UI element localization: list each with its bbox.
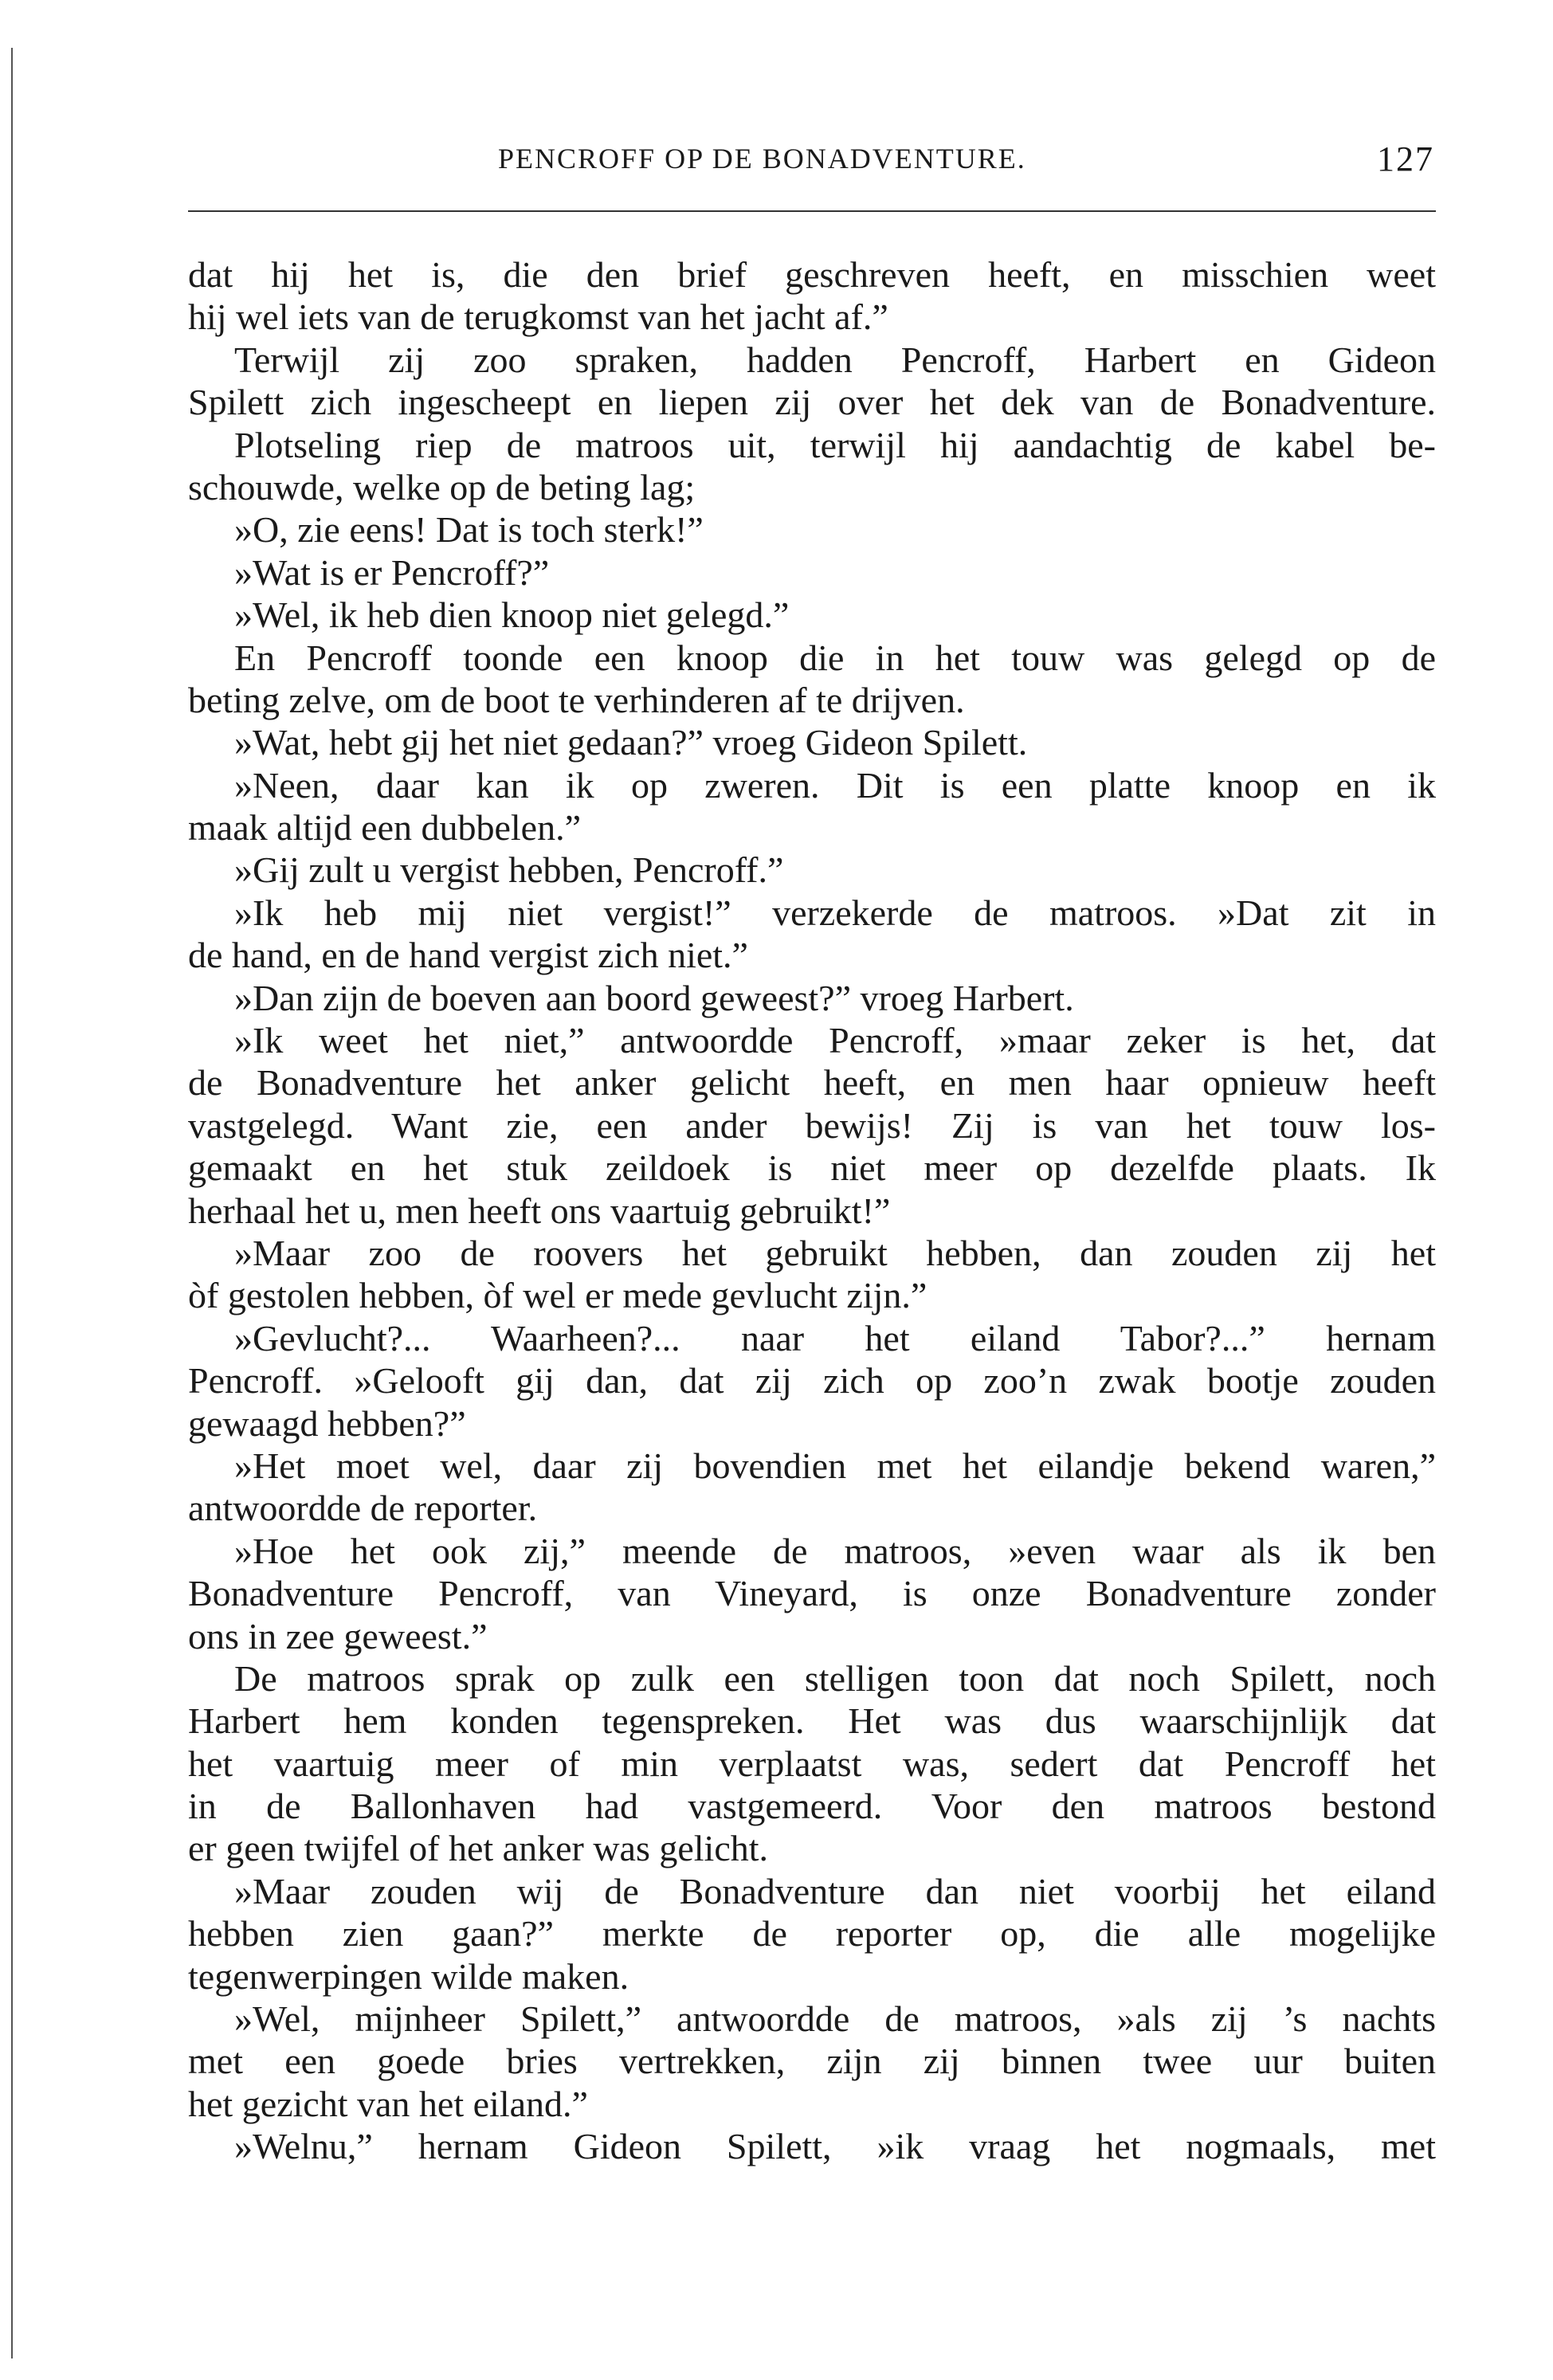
text-line: het vaartuig meer of min verplaatst was, sedert dat Pencroff het (188, 1743, 1436, 1784)
text-line: »Gij zult u vergist hebben, Pencroff.” (234, 849, 784, 891)
page-number: 127 (1377, 139, 1434, 178)
header-rule (188, 210, 1436, 212)
text-line: in de Ballonhaven had vastgemeerd. Voor den matroos bestond (188, 1786, 1436, 1827)
text-line: »Hoe het ook zij,” meende de matroos, »even waar als ik ben (234, 1530, 1436, 1571)
text-line: er geen twijfel of het anker was gelicht. (188, 1828, 769, 1869)
text-line: het gezicht van het eiland.” (188, 2083, 588, 2124)
text-line: Plotseling riep de matroos uit, terwijl hij aandachtig de kabel be- (234, 424, 1436, 465)
text-line: »Welnu,” hernam Gideon Spilett, »ik vraag het nogmaals, met (234, 2126, 1436, 2167)
text-line: Pencroff. »Gelooft gij dan, dat zij zich op zoo’n zwak bootje zouden (188, 1360, 1436, 1402)
text-line: Harbert hem konden tegenspreken. Het was dus waarschijnlijk dat (188, 1700, 1436, 1742)
text-line: »Gevlucht?... Waarheen?... naar het eiland Tabor?...” hernam (234, 1317, 1436, 1359)
text-line: »Ik heb mij niet vergist!” verzekerde de matroos. »Dat zit in (234, 892, 1436, 933)
running-title: PENCROFF OP DE BONADVENTURE. (498, 143, 1026, 174)
text-line: hebben zien gaan?” merkte de reporter op, die alle mogelijke (188, 1913, 1436, 1955)
text-line: »O, zie eens! Dat is toch sterk!” (234, 509, 704, 551)
text-line: gemaakt en het stuk zeildoek is niet meer op dezelfde plaats. Ik (188, 1147, 1436, 1189)
text-line: »Neen, daar kan ik op zweren. Dit is een platte knoop en ik (234, 764, 1436, 806)
text-line: vastgelegd. Want zie, een ander bewijs! Zij is van het touw los- (188, 1104, 1436, 1146)
text-line: gewaagd hebben?” (188, 1402, 466, 1444)
text-line: Bonadventure Pencroff, van Vineyard, is onze Bonadventure zonder (188, 1573, 1436, 1614)
text-line: »Het moet wel, daar zij bovendien met het eilandje bekend waren,” (234, 1445, 1436, 1486)
page-header (191, 139, 1434, 190)
text-line: Terwijl zij zoo spraken, hadden Pencroff, Harbert en Gideon (234, 339, 1436, 380)
text-line: »Wel, mijnheer Spilett,” antwoordde de matroos, »als zij ’s nachts (234, 1998, 1436, 2040)
text-line: schouwde, welke op de beting lag; (188, 466, 696, 508)
text-line: beting zelve, om de boot te verhinderen af te drijven. (188, 679, 965, 720)
text-line: met een goede bries vertrekken, zijn zij binnen twee uur buiten (188, 2041, 1436, 2082)
text-line: hij wel iets van de terugkomst van het jacht af.” (188, 296, 888, 338)
text-line: »Maar zoo de roovers het gebruikt hebben, dan zouden zij het (234, 1232, 1436, 1273)
text-line: »Ik weet het niet,” antwoordde Pencroff, »maar zeker is het, dat (234, 1020, 1436, 1061)
text-line: De matroos sprak op zulk een stelligen toon dat noch Spilett, noch (234, 1657, 1436, 1699)
text-line: »Wat, hebt gij het niet gedaan?” vroeg Gideon Spilett. (234, 722, 1028, 763)
text-line: maak altijd een dubbelen.” (188, 807, 582, 849)
text-line: antwoordde de reporter. (188, 1488, 538, 1529)
page-edge-rule (11, 48, 13, 2358)
text-line: de hand, en de hand vergist zich niet.” (188, 935, 748, 976)
text-line: ons in zee geweest.” (188, 1615, 488, 1657)
text-line: herhaal het u, men heeft ons vaartuig gebruikt!” (188, 1190, 891, 1231)
text-line: tegenwerpingen wilde maken. (188, 1955, 629, 1997)
text-line: dat hij het is, die den brief geschreven heeft, en misschien weet (188, 254, 1436, 295)
text-line: Spilett zich ingescheept en liepen zij over het dek van de Bonadventure. (188, 382, 1436, 423)
text-line: òf gestolen hebben, òf wel er mede gevlucht zijn.” (188, 1275, 927, 1316)
text-line: En Pencroff toonde een knoop die in het touw was gelegd op de (234, 637, 1436, 678)
body-text (188, 253, 1436, 2168)
text-line: »Dan zijn de boeven aan boord geweest?” vroeg Harbert. (234, 977, 1074, 1018)
text-line: »Maar zouden wij de Bonadventure dan niet voorbij het eiland (234, 1870, 1436, 1911)
text-line: de Bonadventure het anker gelicht heeft, en men haar opnieuw heeft (188, 1062, 1436, 1104)
text-line: »Wat is er Pencroff?” (234, 551, 550, 593)
text-line: »Wel, ik heb dien knoop niet gelegd.” (234, 594, 790, 636)
